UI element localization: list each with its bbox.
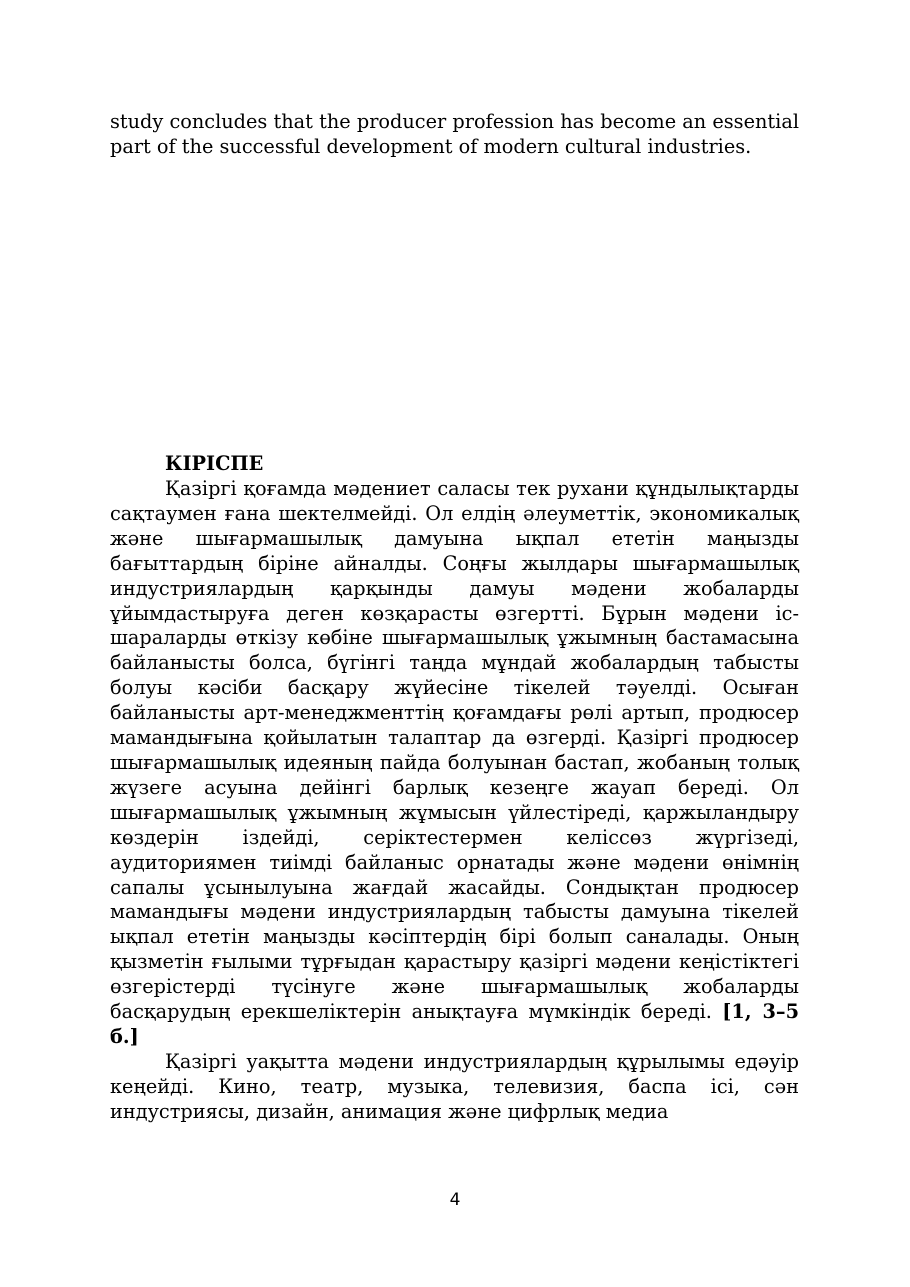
intro-paragraph-2: Қазіргі уақытта мәдени индустриялардың құрылымы едәуір кеңейді. Кино, театр, музыка, телевизия, баспа ісі, сән индустриясы, дизайн, анимация және цифрлық медиа: [110, 1049, 799, 1123]
body-text: [110, 477, 799, 1125]
citation: [1, 3–5 б.]: [110, 1000, 799, 1048]
section-heading: КІРІСПЕ: [165, 452, 264, 475]
page-number: 4: [449, 1190, 461, 1210]
intro-paragraph-1-text: Қазіргі қоғамда мәдениет саласы тек рухани құндылықтарды сақтаумен ғана шектелмейді. Ол елдің әлеуметтік, экономикалық және шығармашылық дамуына ықпал ететін маңызды бағыттардың біріне айналды. Соңғы жылдары шығармашылық индустриялардың қарқынды дамуы мәдени жобаларды ұйымдастыруға деген көзқарасты өзгертті. Бұрын мәдени іс-шараларды өткізу көбіне шығармашылық ұжымның бастамасына байланысты болса, бүгінгі таңда мұндай жобалардың табысты болуы кәсіби басқару жүйесіне тікелей тәуелді. Осыған байланысты арт-менеджменттің қоғамдағы рөлі артып, продюсер мамандығына қойылатын талаптар да өзгерді. Қазіргі продюсер шығармашылық идеяның пайда болуынан бастап, жобаның толық жүзеге асуына дейінгі барлық кезеңге жауап береді. Ол шығармашылық ұжымның жұмысын үйлестіреді, қаржыландыру көздерін іздейді, серіктестермен келіссөз жүргізеді, аудиториямен тиімді байланыс орнатады және мәдени өнімнің сапалы ұсынылуына жағдай жасайды. Сондықтан продюсер мамандығы мәдени индустриялардың табысты дамуына тікелей ықпал ететін маңызды кәсіптердің бірі болып саналады. Оның қызметін ғылыми тұрғыдан қарастыру қазіргі мәдени кеңістіктегі өзгерістерді түсінуге және шығармашылық жобаларды басқарудың ерекшеліктерін анықтауға мүмкіндік береді.: [110, 477, 799, 1024]
intro-paragraph-1: [110, 477, 799, 1050]
continued-abstract-paragraph: study concludes that the producer profession has become an essential part of the successful development of modern cultural industries.: [110, 110, 799, 158]
